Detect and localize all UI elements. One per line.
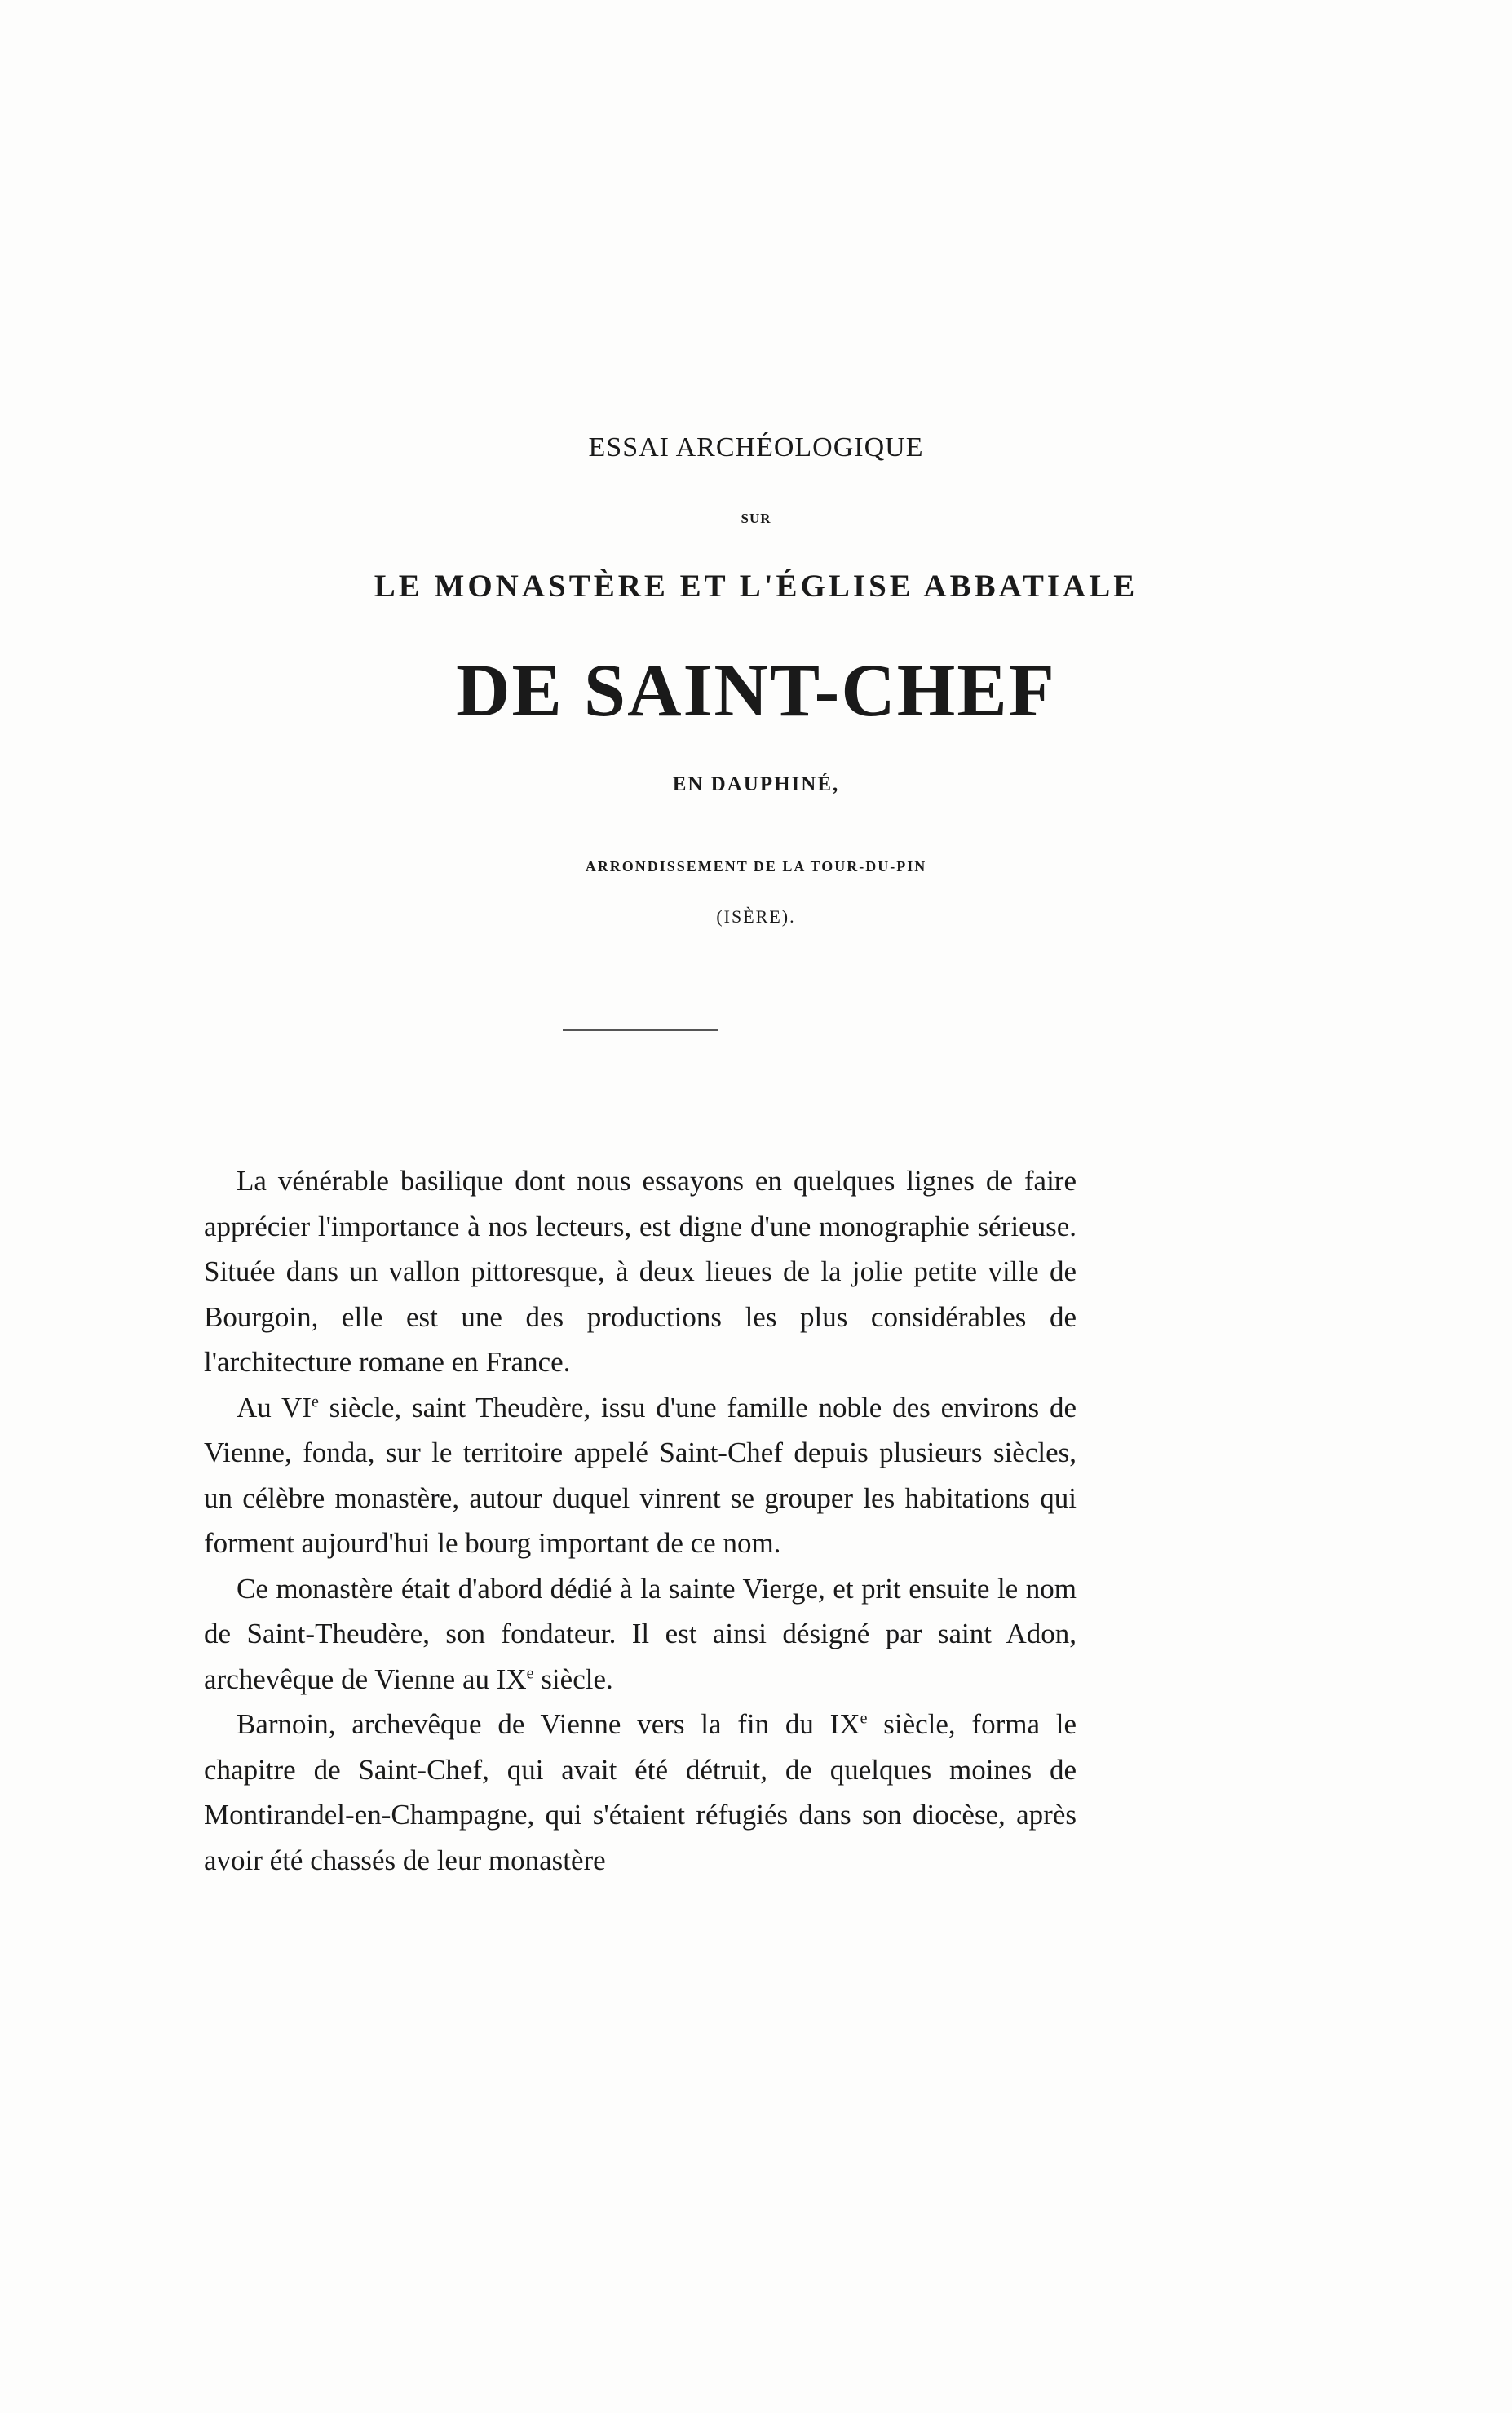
title-monastere: LE MONASTÈRE ET L'ÉGLISE ABBATIALE bbox=[374, 569, 1138, 604]
paragraph-2 bbox=[204, 1385, 1077, 1566]
title-saint-chef: DE SAINT-CHEF bbox=[456, 649, 1056, 732]
body-text bbox=[204, 1158, 1077, 1883]
title-essai: ESSAI ARCHÉOLOGIQUE bbox=[588, 432, 924, 463]
paragraph-4 bbox=[204, 1702, 1077, 1883]
paragraph-3-sup: e bbox=[526, 1663, 534, 1682]
paragraph-2-after: siècle, saint Theudère, issu d'une famille noble des environs de Vienne, fonda, sur le territoire appelé Saint-Chef depuis plusieurs siècles, un célèbre monastère, autour duquel vinrent se grouper les habitations qui forment aujourd'hui le bourg important de ce nom. bbox=[204, 1391, 1077, 1559]
title-sur: SUR bbox=[741, 511, 771, 526]
title-arrondissement: ARRONDISSEMENT DE LA TOUR-DU-PIN bbox=[585, 858, 927, 874]
paragraph-3 bbox=[204, 1566, 1077, 1702]
title-dauphine: EN DAUPHINÉ, bbox=[672, 773, 840, 795]
paragraph-4-sup: e bbox=[860, 1709, 868, 1728]
paragraph-2-sup: e bbox=[311, 1392, 319, 1410]
paragraph-1-text: La vénérable basilique dont nous essayons en quelques lignes de faire apprécier l'importance à nos lecteurs, est digne d'une monographie sérieuse. Située dans un vallon pittoresque, à deux lieues de la jolie petite ville de Bourgoin, elle est une des productions les plus considérables de l'architecture romane en France. bbox=[204, 1165, 1077, 1378]
paragraph-2-before: Au VI bbox=[237, 1391, 312, 1423]
paragraph-4-before: Barnoin, archevêque de Vienne vers la fin du IX bbox=[237, 1708, 860, 1740]
paragraph-3-before: Ce monastère était d'abord dédié à la sainte Vierge, et prit ensuite le nom de Saint-Theudère, son fondateur. Il est ainsi désigné par saint Adon, archevêque de Vienne au IX bbox=[204, 1572, 1077, 1695]
divider-rule bbox=[563, 1029, 718, 1031]
paragraph-3-after: siècle. bbox=[533, 1663, 613, 1695]
paragraph-4-after: siècle, forma le chapitre de Saint-Chef, qui avait été détruit, de quelques moines de Montirandel-en-Champagne, qui s'étaient réfugiés dans son diocèse, après avoir été chassés de leur monastère bbox=[204, 1708, 1077, 1876]
title-isere: (ISÈRE). bbox=[716, 906, 796, 927]
paragraph-1 bbox=[204, 1158, 1077, 1385]
